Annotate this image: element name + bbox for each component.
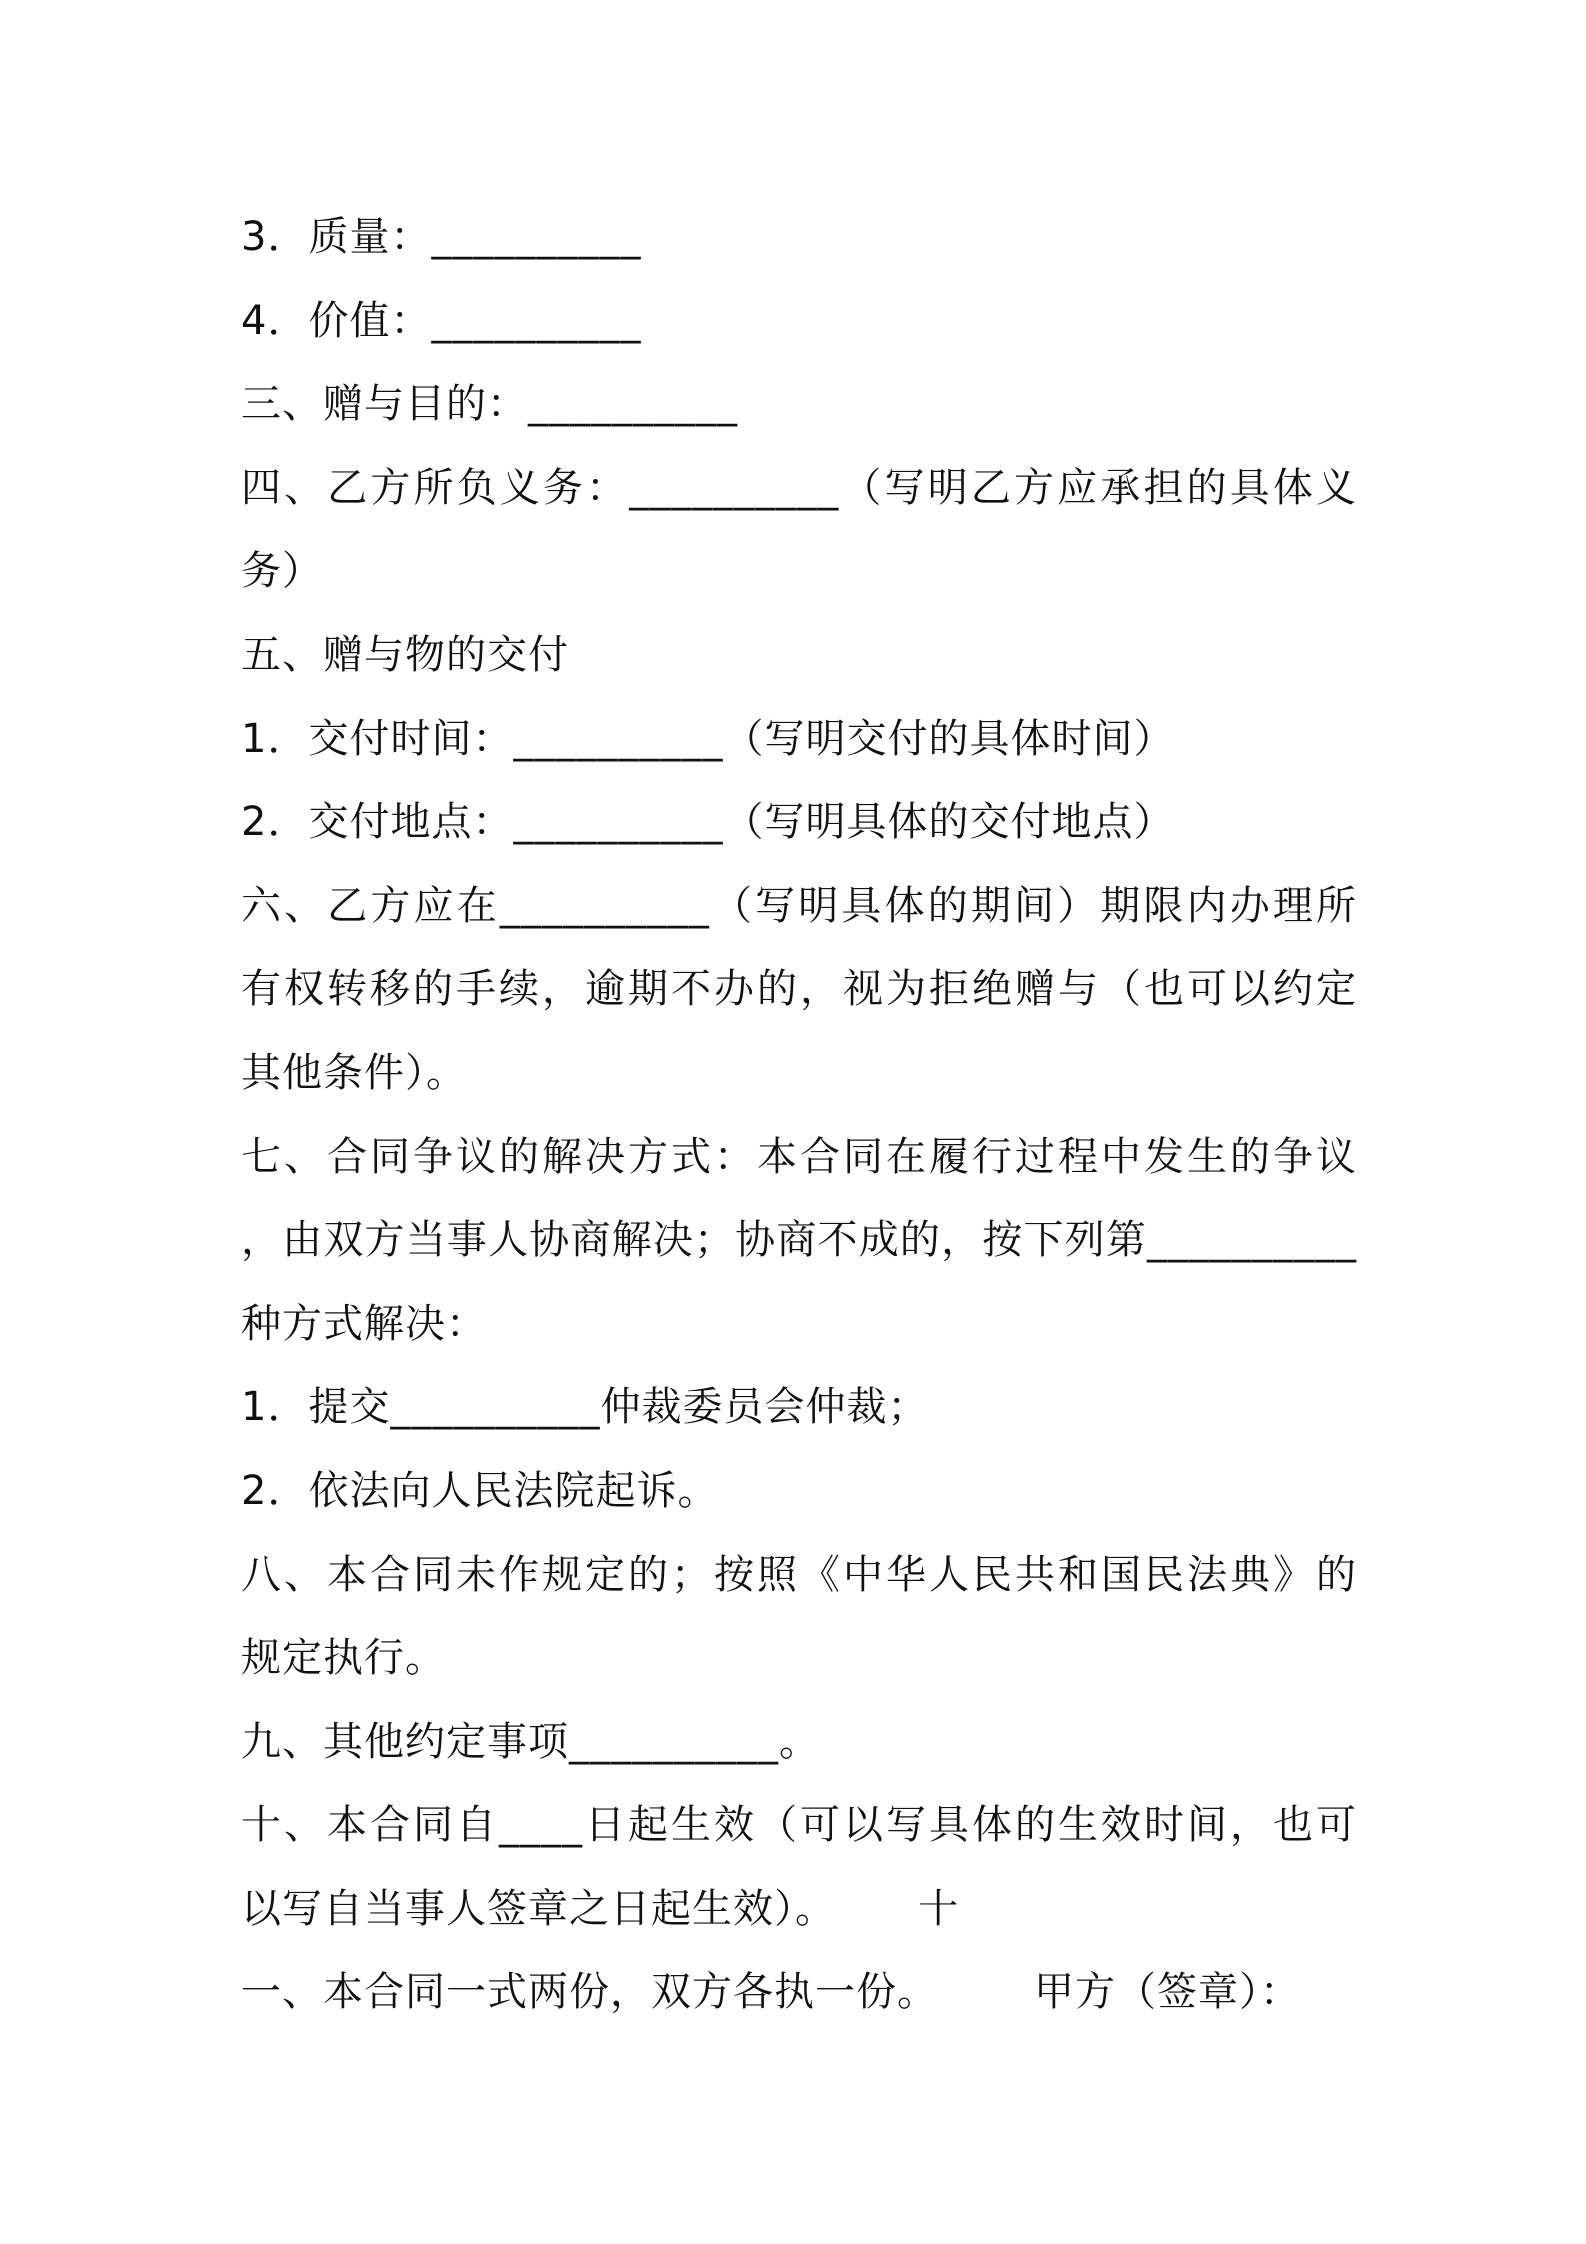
line-delivery-time: 1．交付时间：__________（写明交付的具体时间） — [241, 715, 1175, 762]
line-other-matters: 九、其他约定事项__________。 — [241, 1718, 820, 1765]
line-copies-and-signature: 一、本合同一式两份，双方各执一份。 甲方（签章）： — [241, 1969, 1302, 2016]
line-gift-purpose: 三、赠与目的：__________ — [241, 381, 738, 428]
line-quality: 3．质量：__________ — [241, 214, 642, 260]
line-transfer-deadline-cont: 有权转移的手续，逾期不办的，视为拒绝赠与（也可以约定 — [241, 966, 1357, 1013]
line-arbitration: 1．提交__________仲裁委员会仲裁； — [241, 1384, 929, 1431]
line-party-b-obligations: 四、乙方所负义务：__________（写明乙方应承担的具体义 — [241, 464, 1357, 511]
line-transfer-deadline-end: 其他条件）。 — [241, 1049, 467, 1096]
line-dispute-resolution: 七、合同争议的解决方式：本合同在履行过程中发生的争议 — [241, 1133, 1357, 1180]
document-body — [241, 196, 1357, 2035]
line-civil-code: 八、本合同未作规定的；按照《中华人民共和国民法典》的 — [241, 1551, 1357, 1598]
line-dispute-resolution-end: 种方式解决： — [241, 1300, 487, 1347]
line-effective-date-cont: 以写自当事人签章之日起生效）。 十 — [241, 1885, 960, 1932]
line-party-b-obligations-cont: 务） — [241, 548, 323, 595]
line-value: 4．价值：__________ — [241, 297, 642, 344]
line-effective-date: 十、本合同自____日起生效（可以写具体的生效时间，也可 — [241, 1802, 1357, 1849]
line-dispute-resolution-cont: ，由双方当事人协商解决；协商不成的，按下列第__________ — [241, 1217, 1357, 1264]
line-delivery-place: 2．交付地点：__________（写明具体的交付地点） — [241, 799, 1175, 846]
line-transfer-deadline: 六、乙方应在__________（写明具体的期间）期限内办理所 — [241, 882, 1357, 929]
line-civil-code-cont: 规定执行。 — [241, 1635, 446, 1682]
line-delivery-heading: 五、赠与物的交付 — [241, 631, 569, 678]
line-litigation: 2．依法向人民法院起诉。 — [241, 1467, 719, 1514]
